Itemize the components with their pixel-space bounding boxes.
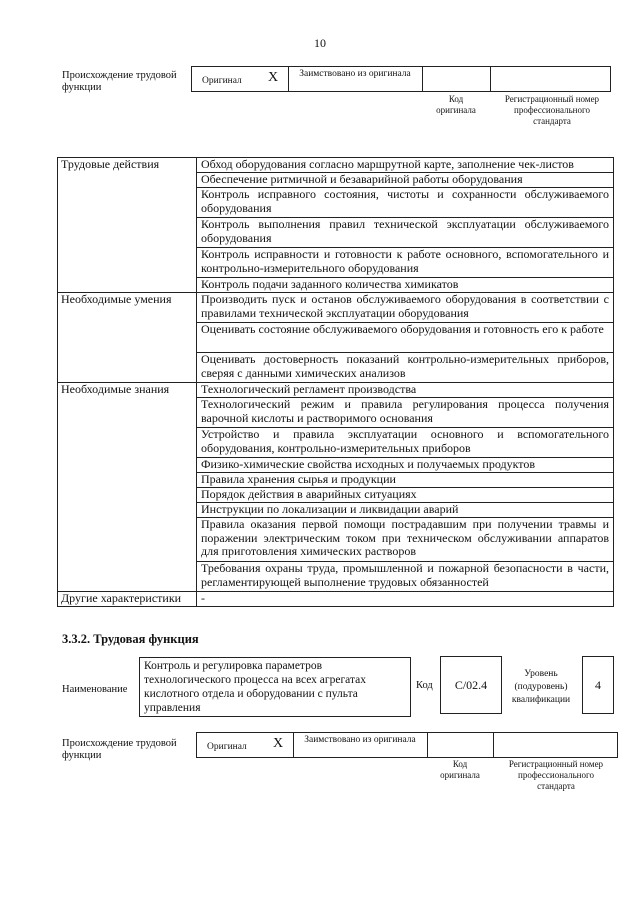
origin-label: Происхождение трудовой функции bbox=[62, 70, 177, 93]
code-value: C/02.4 bbox=[454, 677, 488, 692]
labor-actions-label: Трудовые действия bbox=[58, 158, 197, 293]
origin-code-caption: Код оригинала bbox=[436, 94, 476, 115]
knowledge-label: Необходимые знания bbox=[58, 383, 197, 592]
labor-action-item: Контроль исправности и готовности к работе основного, вспомогательного и контрольно-измерительного оборудования bbox=[197, 248, 614, 278]
knowledge-item: Порядок действия в аварийных ситуациях bbox=[197, 488, 614, 503]
other-characteristics-label: Другие характеристики bbox=[58, 592, 197, 607]
origin-reg-caption: Регистрационный номер профессионального стандарта bbox=[508, 759, 604, 791]
name-label: Наименование bbox=[62, 684, 128, 695]
code-box bbox=[440, 656, 502, 714]
section-title: 3.3.2. Трудовая функция bbox=[62, 632, 199, 646]
origin-original-label: Оригинал bbox=[207, 742, 247, 752]
origin-code-caption: Код оригинала bbox=[440, 759, 480, 780]
level-label: Уровень (подуровень) квалификации bbox=[511, 669, 571, 705]
labor-action-item: Контроль исправного состояния, чистоты и сохранности обслуживаемого оборудования bbox=[197, 188, 614, 218]
origin-borrowed-cell: Заимствовано из оригинала bbox=[288, 67, 423, 91]
origin-label: Происхождение трудовой функции bbox=[62, 738, 177, 761]
skill-item: Оценивать состояние обслуживаемого оборудования и готовность его к работе bbox=[197, 323, 614, 353]
knowledge-item: Устройство и правила эксплуатации основного и вспомогательного оборудования, контрольно-измерительных приборов bbox=[197, 428, 614, 458]
knowledge-item: Правила оказания первой помощи пострадавшим при получении травмы и поражении электрическим током при техническом обслуживании аппаратов для приготовления химических растворов bbox=[197, 518, 614, 562]
page-number: 10 bbox=[314, 36, 326, 50]
level-value: 4 bbox=[595, 677, 601, 692]
origin-box bbox=[196, 732, 618, 758]
origin-mark: X bbox=[268, 70, 279, 85]
code-label: Код bbox=[416, 680, 433, 691]
skill-item: Производить пуск и останов обслуживаемого оборудования в соответствии с правилами технической эксплуатации оборудования bbox=[197, 293, 614, 323]
origin-mark: X bbox=[273, 736, 284, 751]
knowledge-item: Технологический регламент производства bbox=[197, 383, 614, 398]
origin-reg-caption: Регистрационный номер профессионального стандарта bbox=[504, 94, 600, 126]
origin-original-cell bbox=[197, 733, 294, 757]
knowledge-item: Требования охраны труда, промышленной и пожарной безопасности в части, регламентирующей выполнение трудовых обязанностей bbox=[197, 562, 614, 592]
origin-original-label: Оригинал bbox=[202, 76, 242, 86]
origin-original-cell bbox=[192, 67, 289, 91]
origin-reg-cell bbox=[490, 67, 609, 91]
labor-function-table bbox=[57, 157, 614, 607]
labor-action-item: Обеспечение ритмичной и безаварийной работы оборудования bbox=[197, 173, 614, 188]
table-row bbox=[58, 383, 614, 398]
function-name-box: Контроль и регулировка параметров технологического процесса на всех агрегатах кислотного отдела и оборудовании с пульта управления bbox=[139, 657, 411, 717]
table-row bbox=[58, 158, 614, 173]
knowledge-item: Правила хранения сырья и продукции bbox=[197, 473, 614, 488]
table-row bbox=[58, 293, 614, 323]
knowledge-item: Физико-химические свойства исходных и получаемых продуктов bbox=[197, 458, 614, 473]
level-box bbox=[582, 656, 614, 714]
skills-label: Необходимые умения bbox=[58, 293, 197, 383]
origin-borrowed-cell: Заимствовано из оригинала bbox=[293, 733, 428, 757]
knowledge-item: Инструкции по локализации и ликвидации аварий bbox=[197, 503, 614, 518]
labor-action-item: Контроль выполнения правил технической эксплуатации обслуживаемого оборудования bbox=[197, 218, 614, 248]
labor-action-item: Обход оборудования согласно маршрутной карте, заполнение чек-листов bbox=[197, 158, 614, 173]
skill-item: Оценивать достоверность показаний контрольно-измерительных приборов, сверяя с данными химических анализов bbox=[197, 353, 614, 383]
origin-box bbox=[191, 66, 611, 92]
table-row bbox=[58, 592, 614, 607]
origin-reg-cell bbox=[493, 733, 616, 757]
other-characteristics-value: - bbox=[197, 592, 614, 607]
labor-action-item: Контроль подачи заданного количества химикатов bbox=[197, 278, 614, 293]
origin-code-cell bbox=[427, 733, 494, 757]
origin-code-cell bbox=[422, 67, 491, 91]
knowledge-item: Технологический режим и правила регулирования процесса получения варочной кислоты и растворимого основания bbox=[197, 398, 614, 428]
